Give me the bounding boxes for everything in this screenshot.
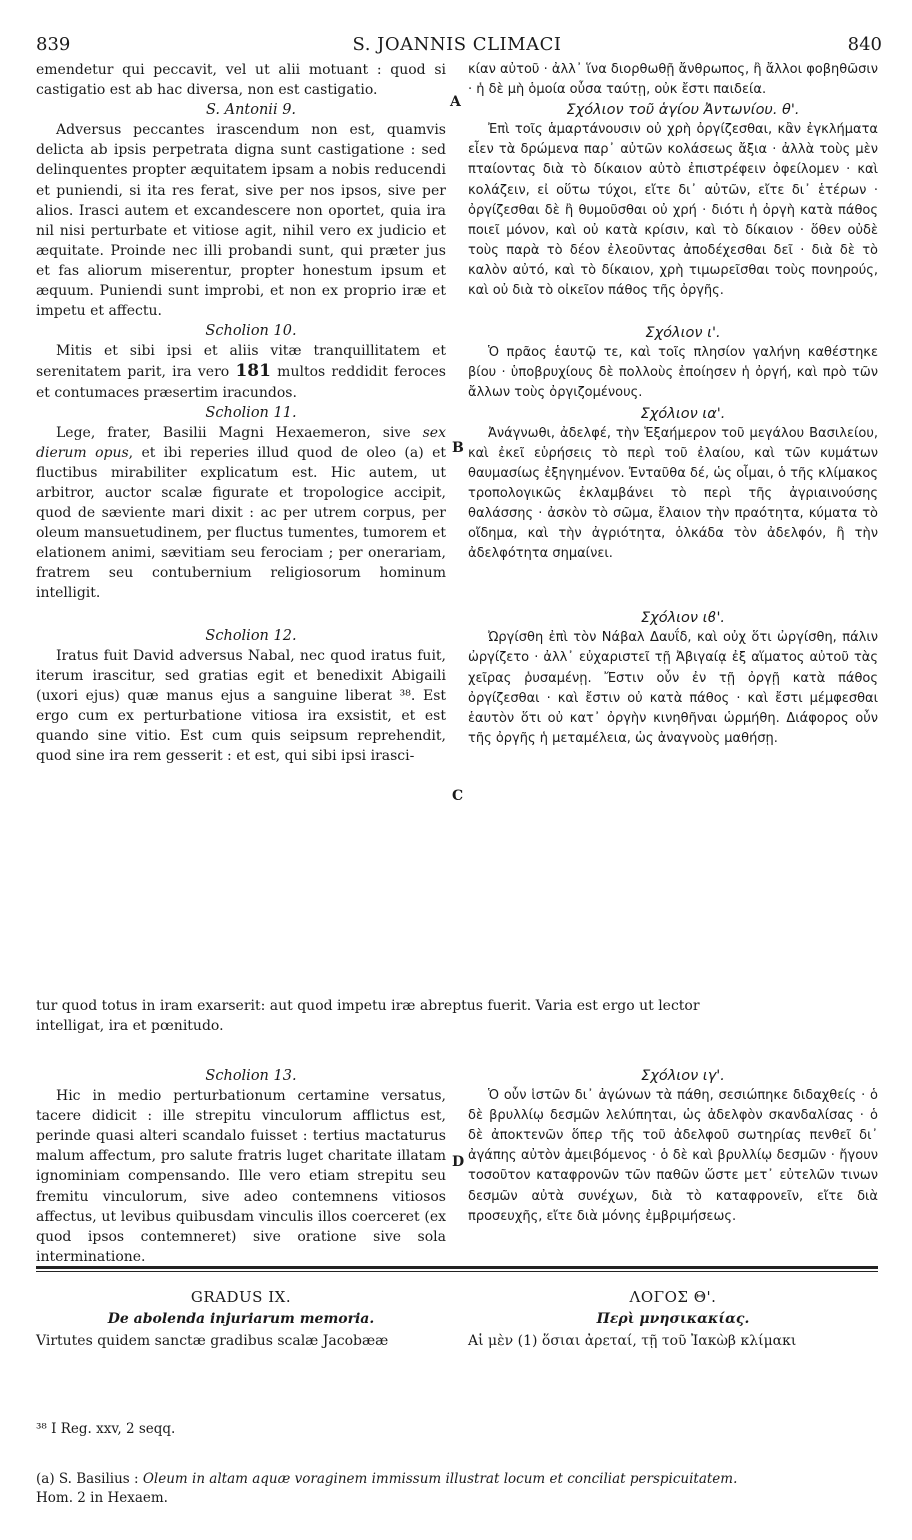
page-number-left: 839 (36, 34, 71, 55)
latin-paragraph (36, 423, 446, 604)
latin-paragraph (36, 341, 446, 402)
running-header (36, 34, 882, 60)
latin-column-lower (36, 1066, 446, 1267)
greek-heading: Σχόλιον ια'. (640, 405, 726, 422)
greek-heading: Σχόλιον τοῦ ἁγίου Ἀντωνίου. θ'. (566, 102, 800, 119)
gradus-subtitle: De abolenda injuriarum memoria. (107, 1311, 375, 1327)
greek-paragraph: κίαν αὐτοῦ · ἀλλ᾽ ἵνα διορθωθῇ ἄνθρωπος, ἢ ἄλλοι φοβηθῶσιν · ἡ δὲ μὴ ὁμοία οὖσα ταύτῃ, οὐκ ἔστι παιδεία. (468, 62, 878, 98)
greek-paragraph: Ὁ πρᾶος ἑαυτῷ τε, καὶ τοῖς πλησίον γαλήνη καθέστηκε βίου · ὑποβρυχίους δὲ πολλοὺς ἐποίησεν ἡ ὀργή, καὶ πρὸ τῶν ἄλλων τοὺς ὀργιζομένους. (468, 345, 878, 401)
greek-heading: Σχόλιον ι'. (645, 325, 721, 342)
greek-heading: Σχόλιον ιϐ'. (640, 610, 726, 627)
gradus-first-line: Virtutes quidem sanctæ gradibus scalæ Jacobææ (36, 1333, 389, 1349)
gradus-subtitle: Περὶ μνησικακίας. (596, 1311, 750, 1327)
greek-column (468, 60, 878, 749)
greek-paragraph: Ὠργίσθη ἐπὶ τὸν Νάβαλ Δαυΐδ, καὶ οὐχ ὅτι ὠργίσθη, πάλιν ὠργίζετο · ἀλλ᾽ εὐχαριστεῖ τῇ Ἀβιγαίᾳ ἐξ αἵματος αὐτοῦ τὰς χεῖρας ῥυσαμένῃ. Ἔστιν οὖν ἐν τῇ ὀργῇ κατὰ πάθος ὀργίζεσθαι · καὶ ἔστιν οὐ κατὰ πάθος · καὶ ἔστι μέμφεσθαι ἑαυτὸν ὅτι οὐ κατ᾽ ὀργὴν κινηθῆναι ὡρμήθη. Διάφορος οὖν τῆς ὀργῆς ἡ μεταμέλεια, ὡς ἀναγνοὺς μαθήσῃ. (468, 630, 878, 746)
latin-heading: Scholion 13. (205, 1068, 297, 1084)
latin-paragraph: Hic in medio perturbationum certamine versatus, tacere didicit : ille strepitu vinculorum afflictus est, perinde quasi alteri scandalo fuisset : tertius mactaturus malum affectum, pro salute fratris luget charitate illatam ignominiam compensando. Ille vero etiam strepitu seu fremitu vinculorum, sive adeo contemnens vitiosos affectus, ut levibus quibusdam vinculis illos coerceret (ex quod ipsos contemneret) sive oratione sive sola interminatione. (36, 1088, 446, 1265)
page (36, 34, 882, 1506)
margin-letter-c: C (452, 788, 464, 804)
running-title: S. JOANNIS CLIMACI (352, 34, 562, 55)
latin-heading: S. Antonii 9. (205, 102, 297, 119)
latin-fullwidth-text: tur quod totus in iram exarserit: aut quod impetu iræ abreptus fuerit. Varia est ergo ut lector (36, 998, 700, 1014)
gradus-greek (468, 1286, 878, 1352)
latin-paragraph: Adversus peccantes irascendum non est, quamvis delicta ab ipsis perpetrata digna sunt castigatione : sed delinquentes propter æquitatem ipsam a nobis reducendi et puniendi, si ita res ferat, sive per nos ipsos, sive per alios. Irasci autem et excandescere non oportet, quia ira nil nisi perturbate et vitiose agit, nihil vero ex judicio et æquitate. Proinde nec illi probandi sunt, qui præter jus et fas aliorum miserentur, propter honestum ipsum et æquum. Puniendi sunt improbi, et non ex proprio iræ et impetu et affectu. (36, 122, 446, 320)
latin-heading: Scholion 11. (205, 404, 297, 421)
greek-heading: Σχόλιον ιγ'. (641, 1068, 725, 1084)
latin-fullwidth-text: intelligat, ira et pœnitudo. (36, 1018, 224, 1034)
two-column-body (36, 60, 878, 1278)
latin-heading: Scholion 10. (205, 323, 297, 340)
footnote-a (36, 1470, 878, 1508)
margin-letter-a: A (450, 94, 461, 110)
latin-paragraph: Iratus fuit David adversus Nabal, nec quod iratus fuit, iterum irascitur, sed gratias egit et benedixit Abigaili (uxori ejus) quæ manus ejus a sanguine liberat ³⁸. Est ergo cum ex perturbatione vitiosa ira exsistit, et est quando sine vitio. Est cum quis seipsum reprehendit, quod sine ira rem gesserit : et est, qui sibi ipsi irasci- (36, 647, 446, 765)
footnote-text: (a) S. Basilius : (36, 1471, 139, 1487)
latin-heading: Scholion 12. (205, 627, 297, 644)
greek-paragraph: Ὁ οὖν ἱστῶν δι᾽ ἀγώνων τὰ πάθη, σεσιώπηκε διδαχθείς · ὁ δὲ βρυλλίῳ δεσμῶν λελύπηται, ὡς ἀδελφὸν σκανδαλίσας · ὁ δὲ ἀποκτενῶν ὅπερ τῆς τοῦ ἀδελφοῦ σωτηρίας πενθεῖ δι᾽ ἀγάπης αὐτὸν ἀμειβόμενος · ὁ δὲ καὶ βρυλλίῳ δεσμῶν · ἤγουν τοσοῦτον καταφρονῶν τῶν παθῶν ὥστε μετ᾽ εὐτελῶν τινων δεσμῶν αὐτὰ συνέχων, διὰ τὸ καταφρονεῖν, εἴτε διὰ προσευχῆς, εἴτε διὰ μόνης ἐμβριμήσεως. (468, 1088, 878, 1224)
footnote-text: Hom. 2 in Hexaem. (36, 1490, 168, 1506)
greek-paragraph: Ἀνάγνωθι, ἀδελφέ, τὴν Ἑξαήμερον τοῦ μεγάλου Βασιλείου, καὶ ἐκεῖ εὑρήσεις τὸ περὶ τοῦ ἐλαίου, καὶ τῶν κυμάτων θαυμασίως ἐξηγημένον. Ἐνταῦθα δέ, ὡς οἶμαι, ὁ τῆς κλίμακος τροπολογικῶς ἐκλαμβάνει τὸ περὶ τῆς ἀγριαινούσης θαλάσσης · ἀσκὸν τὸ σῶμα, ἔλαιον τὴν πραότητα, κύματα τὸ οἴδημα, καὶ τὴν ἀγριότητα, ὁλκάδα τὸν ἀδελφόν, ἢ τὴν ἀδελφότητα σημαίνει. (468, 425, 878, 562)
latin-column (36, 60, 446, 766)
full-width-line (36, 996, 878, 1036)
page-number-right: 840 (847, 34, 882, 55)
footnote-38: ³⁸ I Reg. xxv, 2 seqq. (36, 1421, 176, 1437)
greek-paragraph: Ἐπὶ τοῖς ἁμαρτάνουσιν οὐ χρὴ ὀργίζεσθαι, κἂν ἐγκλήματα εἶεν τὰ δρώμενα παρ᾽ αὐτῶν κολάσεως ἄξια · ἀλλὰ τοὺς μὲν πταίοντας διὰ τὸ δίκαιον αὐτὸ ἐπιστρέφειν ὀφείλομεν · καὶ κολάζειν, εἰ οὕτω τύχοι, εἴτε δι᾽ αὐτῶν, εἴτε δι᾽ ἑτέρων · ὀργίζεσθαι δὲ ἢ θυμοῦσθαι οὐ χρή · διότι ἡ ὀργὴ κατὰ πάθος ποιεῖ μόνον, καὶ οὐ κατὰ κρίσιν, καὶ τὸ δίκαιον · ὅθεν οὐδὲ τοὺς παρὰ τὸ δέον ἐλεοῦντας ἀποδέχεσθαι δεῖ · διὰ δὲ τὸ καλὸν αὐτό, καὶ τὸ δίκαιον, χρὴ τιμωρεῖσθαι τοὺς πονηρούς, καὶ οὐ διὰ τὸ οἰκεῖον πάθος τῆς ὀργῆς. (468, 122, 878, 299)
margin-letter-b: B (452, 440, 464, 456)
column-number: 181 (235, 361, 271, 382)
margin-letter-d: D (452, 1154, 465, 1170)
latin-text: Mitis et sibi ipsi et aliis vitæ tranquillitatem et serenitatem parit, ira vero (36, 343, 446, 381)
gradus-first-line: Αἱ μὲν (1) ὅσιαι ἀρεταί, τῇ τοῦ Ἰακὼβ κλίμακι (468, 1333, 797, 1349)
section-rule-thin (36, 1271, 878, 1272)
gradus-title: GRADUS IX. (190, 1288, 292, 1306)
gradus-title: ΛΟΓΟΣ Θ'. (629, 1288, 717, 1306)
footnote-italic: Oleum in altam aquæ voraginem immissum illustrat locum et conciliat perspicuitatem. (142, 1471, 738, 1487)
latin-text: , et ibi reperies illud quod de oleo (a) et fluctibus mirabiliter explicatum est. Hic autem, ut arbitror, auctor scalæ figurate et tropologice accipit, quod de sæviente mari dixit : ac per utrem corpus, per oleum mansuetudinem, per fluctus tumentes, tumorem et elationem animi, sævitiam seu ferociam ; per onerariam, fratrem seu contubernium religiosorum hominum intelligit. (36, 444, 446, 602)
latin-paragraph: emendetur qui peccavit, vel ut alii motuant : quod si castigatio est ab hac diversa, non est castigatio. (36, 62, 446, 99)
latin-text: multos reddidit feroces et contumaces præsertim iracundos. (36, 364, 446, 401)
section-rule (36, 1266, 878, 1269)
gradus-latin (36, 1286, 446, 1352)
greek-column-lower (468, 1066, 878, 1227)
latin-italic: sex dierum opus (36, 424, 446, 461)
latin-text: Lege, frater, Basilii Magni Hexaemeron, sive (56, 424, 411, 441)
